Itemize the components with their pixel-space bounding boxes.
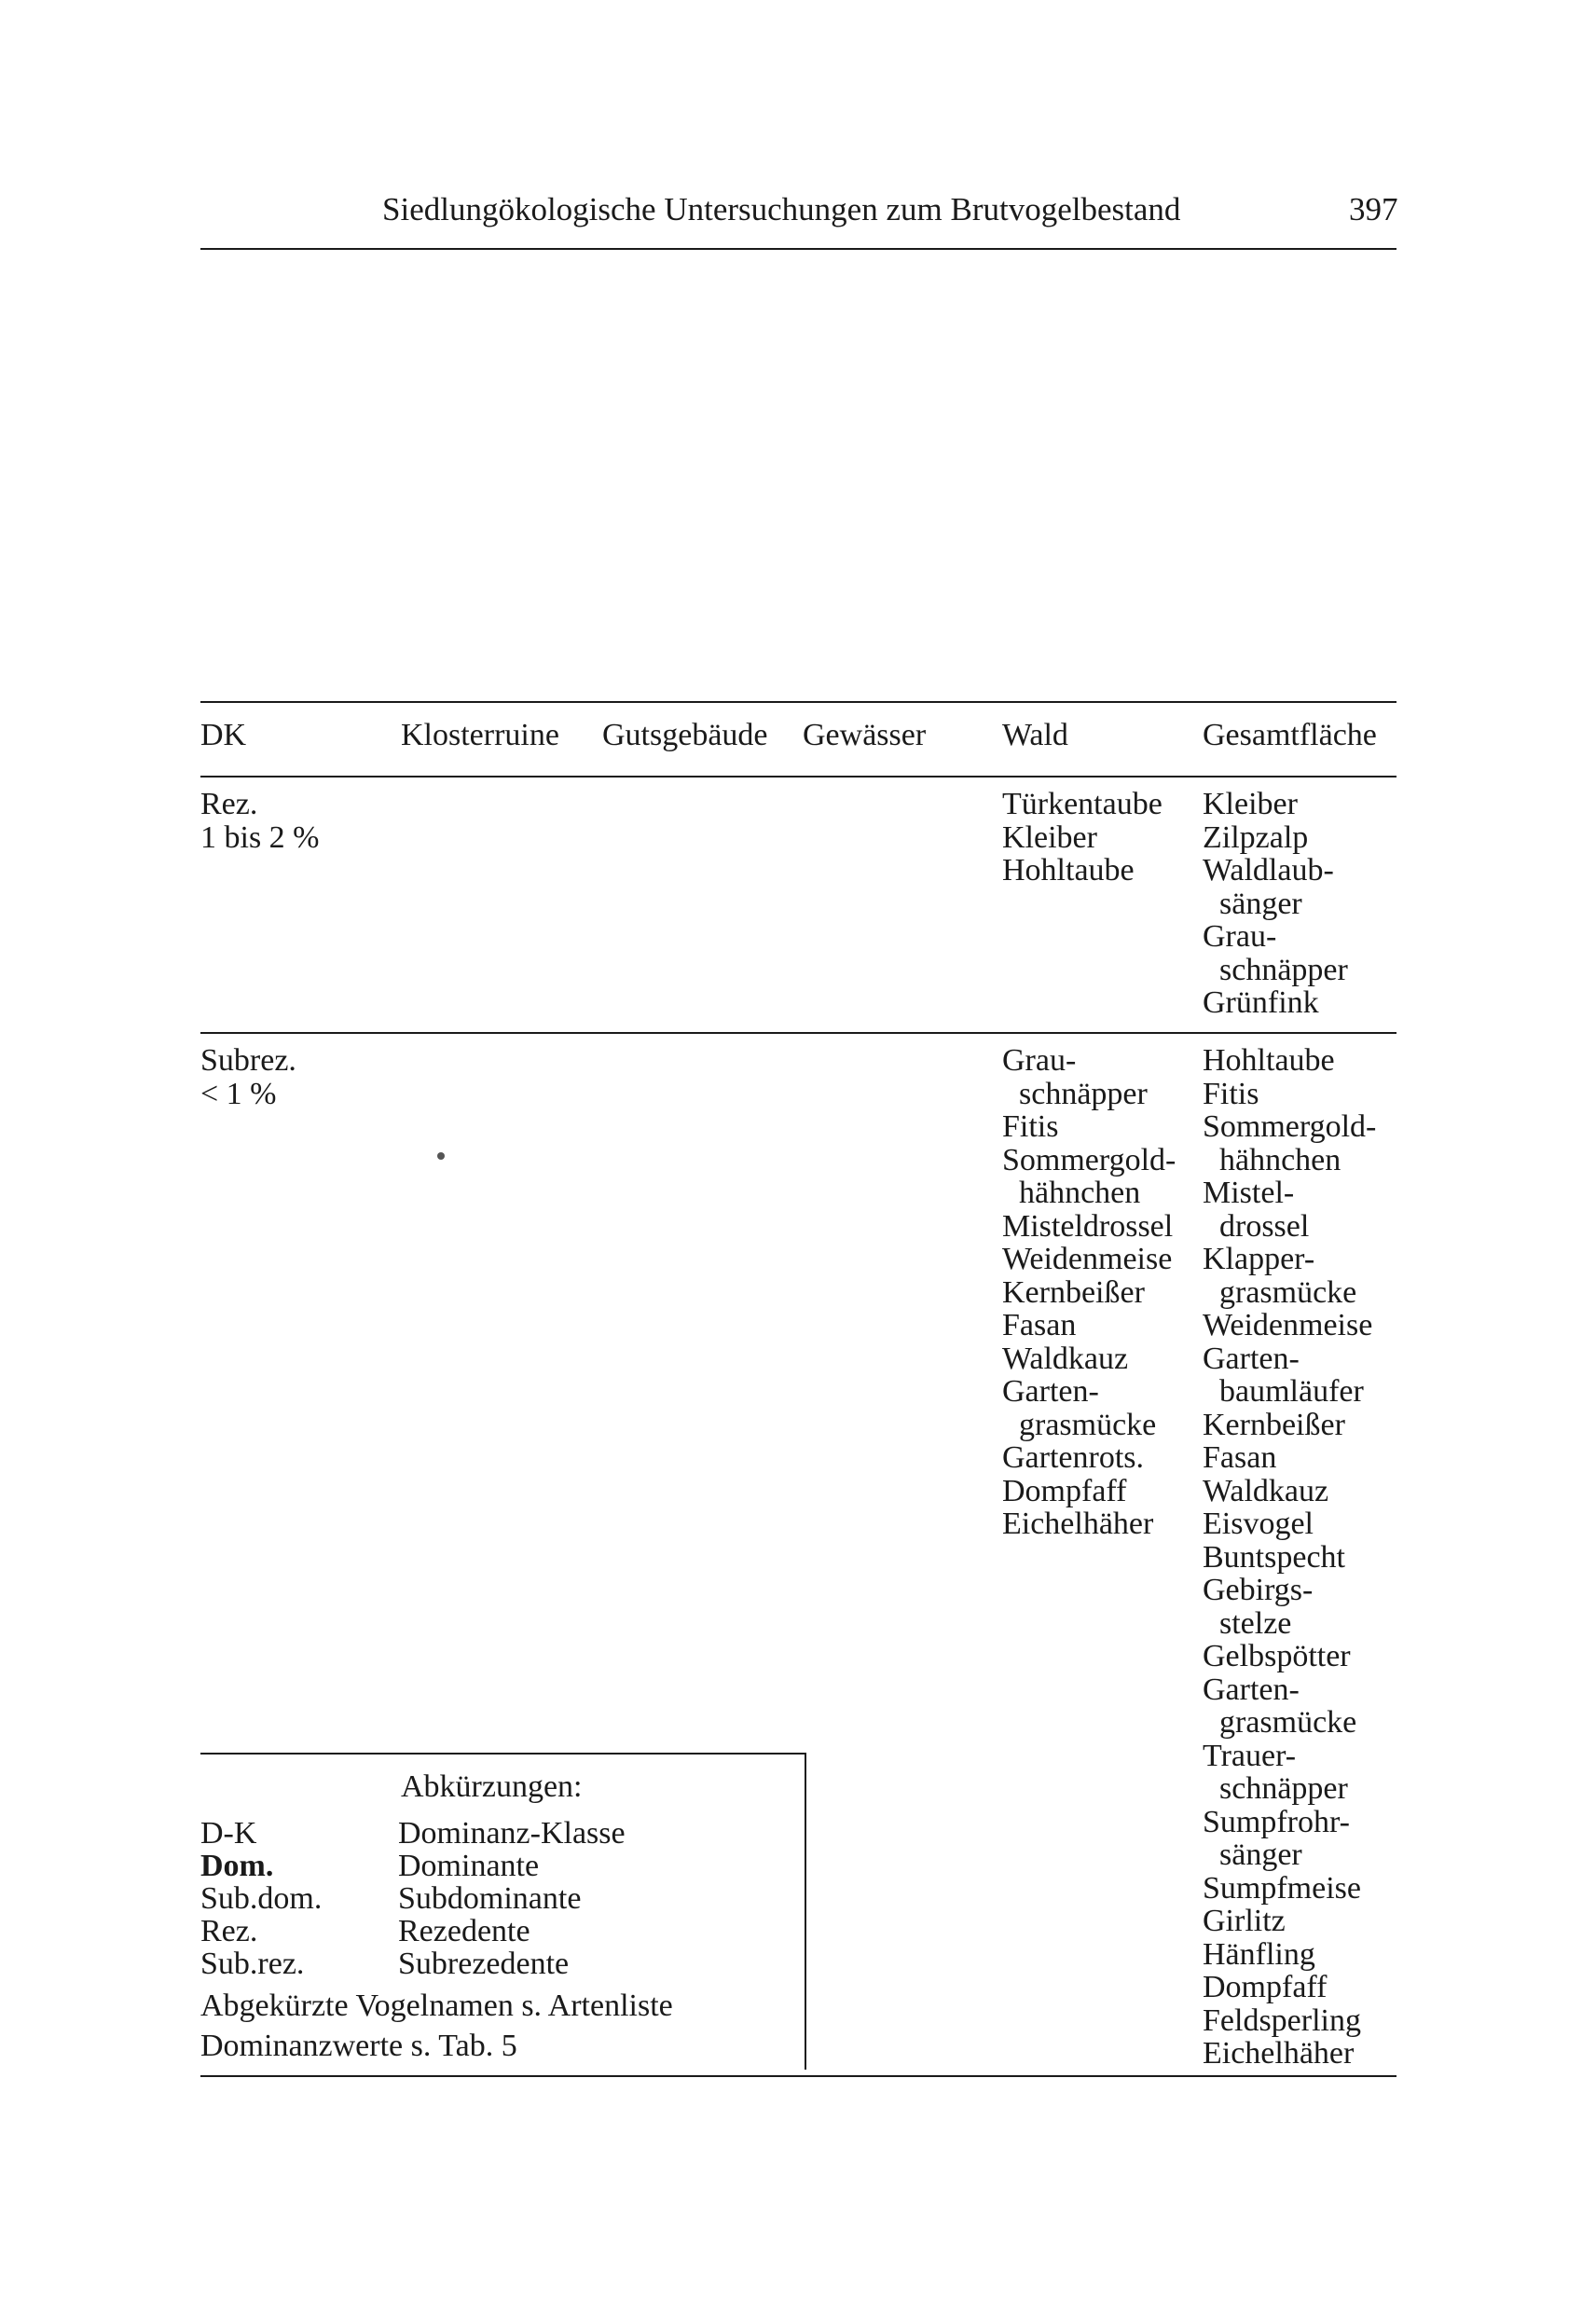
- legend-item: Rez. Rezedente: [200, 1914, 530, 1948]
- legend-item: Sub.rez. Subrezedente: [200, 1947, 570, 1981]
- row-rez-wald: Türkentaube Kleiber Hohltaube: [1002, 787, 1163, 888]
- row-rez-dk: Rez. 1 bis 2 %: [200, 787, 320, 855]
- legend-item: Sub.dom. Subdominante: [200, 1881, 582, 1916]
- legend-item: Dom. Dominante: [200, 1849, 540, 1883]
- legend-right-rule: [805, 1753, 806, 2070]
- table-header-rule: [200, 776, 1396, 778]
- row-rez-gesamt: Kleiber Zilpzalp Waldlaub- sänger Grau- schnäpper Grünfink: [1203, 787, 1348, 1020]
- column-header-gesamtflaeche: Gesamtfläche: [1203, 718, 1377, 752]
- column-header-wald: Wald: [1002, 718, 1068, 752]
- row-subrez-dk: Subrez. < 1 %: [200, 1043, 296, 1111]
- row-separator-rule: [200, 1032, 1396, 1034]
- column-header-klosterruine: Klosterruine: [401, 718, 559, 752]
- column-header-gutsgebaeude: Gutsgebäude: [602, 718, 768, 752]
- legend-note: Dominanzwerte s. Tab. 5: [200, 2029, 517, 2063]
- legend-note: Abgekürzte Vogelnamen s. Artenliste: [200, 1989, 673, 2023]
- legend-item: D-K Dominanz-Klasse: [200, 1816, 626, 1851]
- header-rule: [200, 248, 1396, 250]
- stray-dot-mark: [437, 1152, 445, 1160]
- page-number: 397: [1349, 191, 1398, 227]
- legend-top-rule: [200, 1753, 806, 1755]
- running-header: Siedlungökologische Untersuchungen zum Brutvogelbestand: [382, 191, 1181, 227]
- legend-title: Abkürzungen:: [401, 1769, 583, 1804]
- column-header-dk: DK: [200, 718, 247, 752]
- row-subrez-gesamt: Hohltaube Fitis Sommergold- hähnchen Mistel- drossel Klapper- grasmücke Weidenmeise Garten- baumläufer Kernbeißer Fasan Waldkauz Eisvogel Buntspecht Gebirgs- stelze Gelbspötter Garten- grasmücke Trauer- schnäpper Sumpfrohr- sänger Sumpfmeise Girlitz Hänfling Dompfaff Feldsperling Eichelhäher: [1203, 1043, 1377, 2071]
- table-top-rule: [200, 701, 1396, 703]
- column-header-gewaesser: Gewässer: [803, 718, 927, 752]
- row-subrez-wald: Grau- schnäpper Fitis Sommergold- hähnchen Misteldrossel Weidenmeise Kernbeißer Fasan Waldkauz Garten- grasmücke Gartenrots. Dompfaff Eichelhäher: [1002, 1043, 1176, 1541]
- table-bottom-rule: [200, 2075, 1396, 2077]
